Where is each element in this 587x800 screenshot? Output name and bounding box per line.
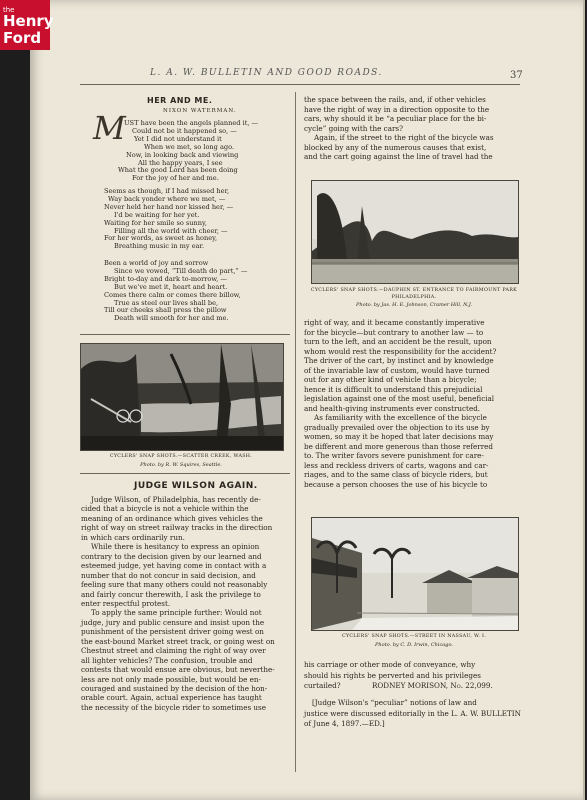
paragraph-line: have the right of way in a direction opposite to the xyxy=(304,104,490,114)
poem-author: NIXON WATERMAN. xyxy=(163,108,237,114)
paragraph-line: of the invariable law of custom, would have turned xyxy=(304,365,490,375)
paragraph-line: in which cars ordinarily run. xyxy=(81,532,185,542)
page-number: 37 xyxy=(510,70,523,81)
poem-line: True as steel our lives shall be, xyxy=(114,298,219,307)
poem-line: Could not be it happened so, — xyxy=(132,126,237,135)
poem-line: Comes there calm or comes there billow, xyxy=(104,290,241,299)
paragraph-line: To apply the same principle further: Would not xyxy=(91,608,262,618)
photo-nassau-street xyxy=(311,517,519,631)
paragraph-line: Again, if the street to the right of the bicycle was xyxy=(314,133,494,142)
paragraph-line: feeling sure that many others could not reasonably xyxy=(81,580,268,590)
photo-fairmount-park xyxy=(311,180,519,284)
running-title: L. A. W. BULLETIN AND GOOD ROADS. xyxy=(150,68,383,78)
poem-line: Now, in looking back and viewing xyxy=(126,150,239,159)
paragraph-line: the necessity of the bicycle rider to sometimes use xyxy=(81,702,266,712)
poem-line: Death will smooth for her and me. xyxy=(114,314,229,323)
poem-line: All the happy years, I see xyxy=(138,158,223,167)
paragraph-line: less and reckless drivers of carts, wagons and car- xyxy=(304,460,489,470)
henry-ford-logo: the Henry Ford xyxy=(0,0,50,50)
paragraph-line: meaning of an ordinance which gives vehicles the xyxy=(81,513,263,523)
poem-title: HER AND ME. xyxy=(147,96,213,105)
paragraph-line: Judge Wilson, of Philadelphia, has recently de- xyxy=(91,495,261,504)
paragraph-line: legislation against one of the most useful, beneficial xyxy=(304,394,495,403)
poem-line: Bright to-day and dark to-morrow, — xyxy=(104,274,228,283)
paragraph-line: right of way, and it became constantly imperative xyxy=(304,318,485,327)
paragraph-line: all lighter vehicles? The confusion, trouble and xyxy=(81,655,253,665)
paragraph-line: and the cart going against the line of travel had the xyxy=(304,152,493,161)
paragraph-line: because a person chooses the use of his bicycle to xyxy=(304,479,488,489)
note-line: of June 4, 1897.—ED.] xyxy=(304,719,385,728)
poem-line: Filling all the world with cheer, — xyxy=(114,226,228,235)
poem-line: Since we vowed, “Till death do part,” — xyxy=(114,266,248,275)
paragraph-line: gradually prevailed over the objection to its use by xyxy=(304,422,490,432)
paragraph-line: should his rights be perverted and his privileges xyxy=(304,670,481,680)
divider xyxy=(80,473,290,474)
paragraph-line: judge, jury and public censure and insist upon the xyxy=(81,617,265,627)
photo-caption: CYCLERS' SNAP SHOTS.—DAUPHIN ST. ENTRANCE TO FAIRMOUNT PARK xyxy=(310,288,518,293)
paragraph-line: whom would rest the responsibility for the accident? xyxy=(304,346,497,356)
paragraph-line: out for any other kind of vehicle than a bicycle; xyxy=(304,375,477,384)
paragraph-line: be different and more generous than those referred xyxy=(304,441,494,451)
poem-line: UST have been the angels planned it, — xyxy=(124,119,259,127)
poem-line: Seems as though, if I had missed her, xyxy=(104,187,230,195)
paragraph-line: curtailed? xyxy=(304,681,341,690)
photo-credit: Photo. by C. D. Irwin, Chicago. xyxy=(375,642,453,648)
paragraph-line: couraged and sustained by the decision of the hon- xyxy=(81,684,268,693)
paragraph-line: Chestnut street and claiming the right of way over xyxy=(81,646,266,656)
poem-line: Breathing music in my ear. xyxy=(114,242,205,251)
poem-line: Never held her hand nor kissed her, — xyxy=(104,202,234,211)
poem-line: Waiting for her smile so sunny, xyxy=(104,218,207,227)
paragraph-line: to. The writer favors severe punishment for care- xyxy=(304,451,484,460)
poem-line: Been a world of joy and sorrow xyxy=(104,259,209,267)
photo-scatter-creek xyxy=(80,343,284,451)
photo-credit: Photo. by R. W. Squires, Seattle. xyxy=(140,462,222,468)
paragraph-line: number that do not concur in said decision, and xyxy=(81,570,256,580)
paragraph-line: and health-giving instruments ever constructed. xyxy=(304,403,481,413)
paragraph-line: blocked by any of the numerous causes that exist, xyxy=(304,142,487,152)
note-line: justice were discussed editorially in the L. A. W. BULLETIN xyxy=(304,708,521,718)
paragraph-line: contests that would ensue are obvious, but neverthe- xyxy=(81,665,275,675)
poem-line: Way back yonder where we met, — xyxy=(108,194,226,203)
note-line: [Judge Wilson's “peculiar” notions of law and xyxy=(312,698,477,707)
paragraph-line: for the bicycle—but contrary to another law — to xyxy=(304,327,484,337)
paragraph-line: his carriage or other mode of conveyance, why xyxy=(304,660,476,669)
poem-line: But we've met it, heart and heart. xyxy=(114,282,228,291)
paragraph-line: hence it is difficult to understand this prejudicial xyxy=(304,384,483,394)
column-separator xyxy=(295,92,296,772)
paragraph-line: The driver of the cart, by instinct and by knowledge xyxy=(304,356,494,365)
paragraph-line: right of way on street railway tracks in the direction xyxy=(81,523,273,533)
paragraph-line: less are not only made possible, but would be en- xyxy=(81,674,261,684)
photo-caption-line2: PHILADELPHIA. xyxy=(391,295,437,300)
poem-line: For her words, as sweet as honey, xyxy=(104,234,218,243)
paragraph-line: While there is hesitancy to express an opinion xyxy=(91,542,260,552)
poem-line: When we met, so long ago. xyxy=(144,142,235,151)
paragraph-line: As familiarity with the excellence of the bicycle xyxy=(314,413,487,422)
photo-caption: CYCLERS' SNAP SHOTS.—STREET IN NASSAU, W. I. xyxy=(341,634,487,639)
paragraph-line: the east-bound Market street track, or going west on xyxy=(81,636,275,646)
photo-credit: Photo. by Jas. H. E. Johnson, Cramer Hill, N.J. xyxy=(356,302,472,308)
paragraph-line: punishment of the persistent driver going west on xyxy=(81,627,264,637)
header-rule xyxy=(80,84,520,85)
paragraph-line: women, so may it be hoped that later decisions may xyxy=(304,432,494,441)
author-signature: RODNEY MORISON, No. 22,099. xyxy=(372,681,493,690)
article-title: JUDGE WILSON AGAIN. xyxy=(134,481,258,491)
paragraph-line: and fairly concur therewith, I ask the privilege to xyxy=(81,589,261,599)
paragraph-line: cycle” going with the cars? xyxy=(304,123,403,133)
page-edge xyxy=(583,0,585,800)
poem-line: Till our cheeks shall press the pillow xyxy=(104,306,227,315)
paragraph-line: cided that a bicycle is not a vehicle within the xyxy=(81,504,249,514)
paragraph-line: orable court. Again, actual experience has taught xyxy=(81,693,262,703)
photo-caption: CYCLERS' SNAP SHOTS.—SCATTER CREEK, WASH. xyxy=(109,454,253,459)
poem-line: Yet I did not understand it xyxy=(134,134,222,143)
paragraph-line: the space between the rails, and, if other vehicles xyxy=(304,95,486,104)
paragraph-line: riages, and to the same class of bicycle riders, but xyxy=(304,470,488,479)
poem-line: What the good Lord has been doing xyxy=(118,166,238,175)
paragraph-line: enter respectful protest. xyxy=(81,598,171,608)
poem-line: For the joy of her and me. xyxy=(132,174,219,183)
paragraph-line: contrary to the decision given by our learned and xyxy=(81,551,262,561)
paragraph-line: esteemed judge, yet having come in contact with a xyxy=(81,561,267,571)
paragraph-line: turn to the left, and an accident be the result, upon xyxy=(304,337,492,346)
paragraph-line: cars, why should it be “a peculiar place for the bi- xyxy=(304,114,487,123)
divider xyxy=(80,334,290,335)
poem-line: I'd be waiting for her yet. xyxy=(114,210,200,219)
poem-dropcap: M xyxy=(93,109,126,147)
